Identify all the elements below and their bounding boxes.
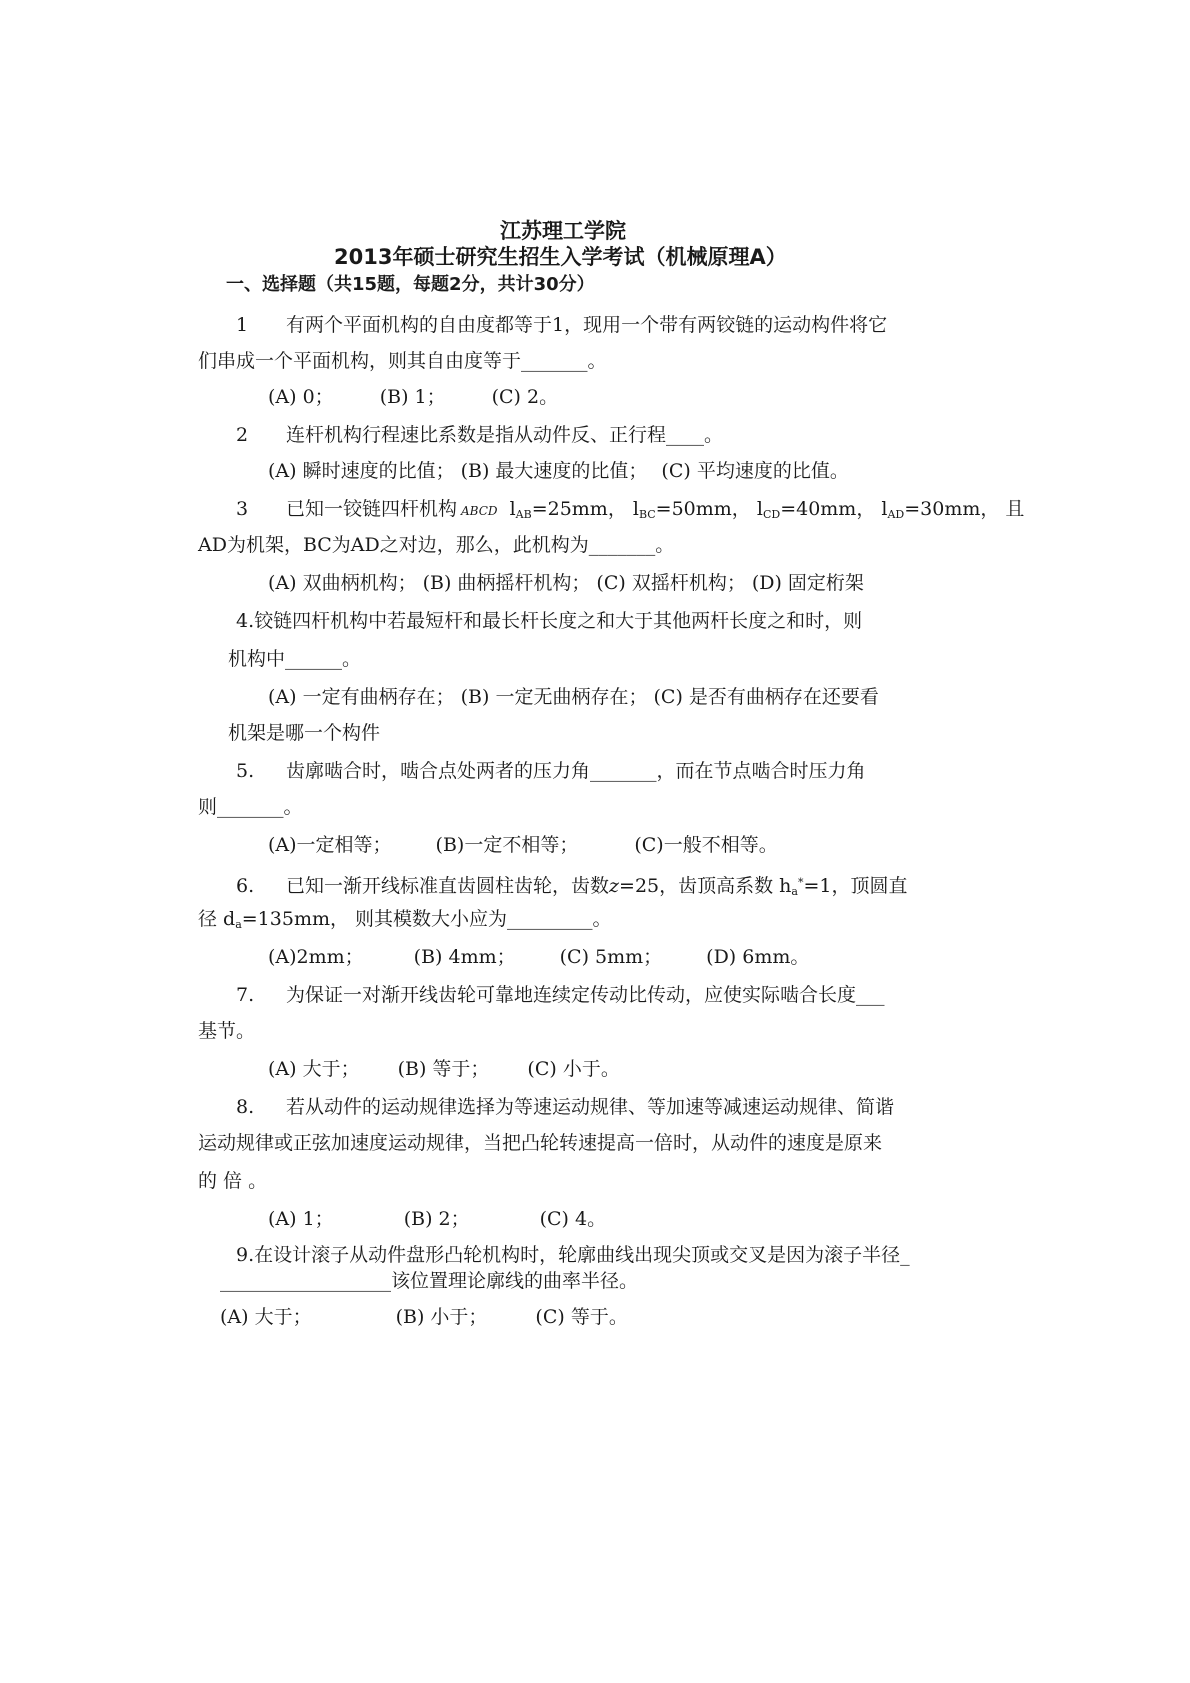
question-5-line-2: 则_______。 [198,796,303,818]
question-8-line-2: 运动规律或正弦加速度运动规律，当把凸轮转速提高一倍时，从动件的速度是原来 [198,1132,883,1154]
option-c: (C) 双摇杆机构； [596,572,746,594]
question-2-line [236,422,723,448]
question-8-options [268,1206,606,1232]
option-c: (C) 4。 [539,1208,607,1230]
option-c: (C) 等于。 [535,1306,628,1328]
option-b: (B) 小于； [395,1306,488,1328]
question-4-options-cont: 机架是哪一个构件 [228,722,381,744]
length-bc: $l_{BC}=50mm$， [632,498,751,521]
length-ad: $l_{AD}=30mm$， [881,498,1000,521]
question-text: 有两个平面机构的自由度都等于1，现用一个带有两铰链的运动构件将它 [286,314,888,336]
question-3-options [268,570,864,596]
option-b: (B)一定不相等； [435,834,579,856]
question-text-c: =1，顶圆直 [803,875,908,897]
question-1-line-2: 们串成一个平面机构，则其自由度等于_______。 [198,350,607,372]
question-7-line-1 [236,982,885,1008]
question-text: 连杆机构行程速比系数是指从动件反、正行程____。 [286,424,724,446]
option-c: (C) 小于。 [527,1058,620,1080]
question-8-line-1 [236,1094,894,1120]
question-text: 齿廓啮合时，啮合点处两者的压力角_______，而在节点啮合时压力角 [286,760,866,782]
question-text-b: =135mm， 则其模数大小应为_________。 [241,908,612,930]
question-1-options [268,384,558,410]
question-4-line-2: 机构中______。 [228,648,362,670]
question-3-line-1 [236,496,1024,528]
tooth-count-symbol: z [609,875,620,897]
option-a: (A) 瞬时速度的比值； [268,460,455,482]
question-number: 7. [236,984,255,1006]
question-text: 已知一铰链四杆机构 [286,498,458,520]
question-text: 若从动件的运动规律选择为等速运动规律、等加速等减速运动规律、简谐 [286,1096,895,1118]
mechanism-label: ABCD [461,504,498,518]
option-b: (B) 曲柄摇杆机构； [422,572,591,594]
question-4-line-1: 4.铰链四杆机构中若最短杆和最长杆长度之和大于其他两杆长度之和时，则 [236,610,863,632]
question-2-options [268,458,849,484]
question-number: 3 [236,498,249,520]
question-7-line-2: 基节。 [198,1020,256,1042]
option-a: (A) 1； [268,1208,334,1230]
option-b: (B) 等于； [397,1058,490,1080]
question-5-line-1 [236,758,866,784]
question-7-options [268,1056,620,1082]
superscript-star: * [797,876,804,889]
question-6-line-2 [198,906,612,938]
question-number: 1 [236,314,249,336]
option-b: (B) 最大速度的比值； [460,460,648,482]
question-text: 径 d [198,908,236,930]
option-a: (A) 大于； [220,1306,312,1328]
question-9-line-1: 9.在设计滚子从动件盘形凸轮机构时，轮廓曲线出现尖顶或交叉是因为滚子半径_ [236,1244,910,1266]
question-3-line-2: AD为机架，BC为AD之对边，那么，此机构为_______。 [198,534,675,556]
option-d: (D) 固定桁架 [751,572,864,594]
school-title: 江苏理工学院 [500,219,626,243]
question-text-b: =25，齿顶高系数 h [619,875,792,897]
option-c: (C)一般不相等。 [634,834,778,856]
question-text: 已知一渐开线标准直齿圆柱齿轮，齿数 [286,875,610,897]
question-4-options: (A) 一定有曲柄存在； (B) 一定无曲柄存在； (C) 是否有曲柄存在还要看 [268,686,879,708]
option-c: (C) 2。 [491,386,559,408]
question-9-line-2: __________________该位置理论廓线的曲率半径。 [220,1270,639,1292]
question-number: 5. [236,760,255,782]
option-b: (B) 1； [379,386,446,408]
subscript-a: a [235,918,242,931]
option-a: (A)一定相等； [268,834,392,856]
option-b: (B) 4mm； [413,946,516,968]
option-c: (C) 平均速度的比值。 [661,460,849,482]
option-a: (A) 双曲柄机构； [268,572,417,594]
question-6-line-1 [236,870,907,905]
question-number: 6. [236,875,255,897]
exam-title: 2013年硕士研究生招生入学考试（机械原理A） [334,245,787,269]
subscript-a: a [791,885,798,898]
question-number: 2 [236,424,249,446]
question-9-options [220,1304,628,1330]
length-ab: $l_{AB}=25mm$， [509,498,627,521]
option-a: (A) 0； [268,386,334,408]
option-a: (A)2mm； [268,946,364,968]
option-d: (D) 6mm。 [706,946,810,968]
length-cd: $l_{CD}=40mm$， [756,498,876,521]
question-text-tail: 且 [1005,498,1025,520]
question-5-options [268,832,778,858]
option-b: (B) 2； [403,1208,470,1230]
question-1-line-1 [236,312,887,338]
question-8-line-3: 的 倍 。 [198,1170,268,1192]
question-text: 为保证一对渐开线齿轮可靠地连续定传动比传动，应使实际啮合长度___ [286,984,885,1006]
section-title: 一、选择题（共15题，每题2分，共计30分） [226,274,595,295]
question-6-options [268,944,809,970]
option-a: (A) 大于； [268,1058,360,1080]
question-number: 8. [236,1096,255,1118]
option-c: (C) 5mm； [559,946,663,968]
